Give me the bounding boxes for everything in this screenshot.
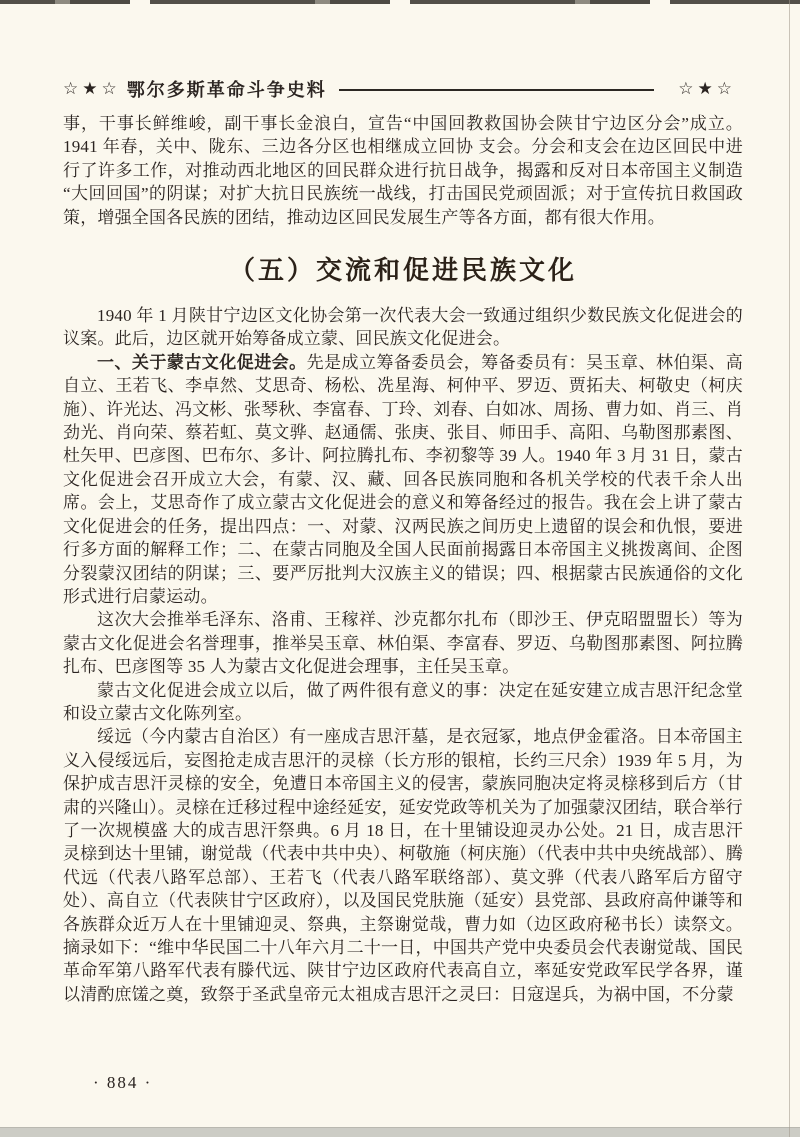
scan-crease-right	[789, 0, 790, 1137]
page-body	[63, 112, 743, 1006]
scan-edge-top	[0, 0, 800, 4]
page-footer	[93, 1073, 152, 1093]
paragraph-bold-lead: 一、关于蒙古文化促进会。	[97, 352, 307, 372]
paragraph-1940-congress: 1940 年 1 月陕甘宁边区文化协会第一次代表大会一致通过组织少数民族文化促进会的议案。此后，边区就开始筹备成立蒙、回民族文化促进会。	[63, 306, 743, 349]
paragraph-genghis-khan-coffin: 绥远（今内蒙古自治区）有一座成吉思汗墓，是衣冠冢，地点伊金霍洛。日本帝国主义入侵绥远后，妄图抢走成吉思汗的灵榇（长方形的银棺，长约三尺余）1939 年 5 月，为保护成吉思汗灵榇的安全，免遭日本帝国主义的侵害，蒙族同胞决定将灵榇移到后方（甘肃的兴隆山）。灵榇在迁移过程中途经延安，延安党政等机关为了加强蒙汉团结，联合举行了一次规模盛 大的成吉思汗祭典。6 月 18 日，在十里铺设迎灵办公处。21 日，成吉思汗灵榇到达十里铺，谢觉哉（代表中共中央）、柯敬施（柯庆施）（代表中共中央统战部）、腾代远（代表八路军总部）、王若飞（代表八路军联络部）、莫文骅（代表八路军后方留守处）、高自立（代表陕甘宁区政府），以及国民党肤施（延安）县党部、县政府高仲谦等和各族群众近万人在十里铺迎灵、祭典，主祭谢觉哉，曹力如（边区政府秘书长）读祭文。摘录如下：“维中华民国二十八年六月二十一日，中国共产党中央委员会代表谢觉哉、国民革命军第八路军代表有滕代远、陕甘宁边区政府代表高自立，率延安党政军民学各界，谨以清酌庶馐之奠，致祭于圣武皇帝元太祖成吉思汗之灵曰：日寇逞兵，为祸中国，不分蒙	[63, 727, 743, 1004]
paragraph-honorary-directors: 这次大会推举毛泽东、洛甫、王稼祥、沙克都尔扎布（即沙王、伊克昭盟盟长）等为蒙古文化促进会名誉理事，推举吴玉章、林伯渠、李富春、罗迈、乌勒图那素图、阿拉腾扎布、巴彦图等 35 人为蒙古文化促进会理事，主任吴玉章。	[63, 610, 743, 677]
paragraph-mongol-culture-committee	[63, 351, 743, 608]
paragraph-two-meaningful-things: 蒙古文化促进会成立以后，做了两件很有意义的事：决定在延安建立成吉思汗纪念堂和设立蒙古文化陈列室。	[63, 680, 743, 723]
running-header	[63, 76, 736, 102]
paragraph-hui-association-continuation: 事，干事长鲜维峻，副干事长金浪白，宣告“中国回教救国协会陕甘宁边区分会”成立。1941 年春，关中、陇东、三边各分区也相继成立回协 支会。分会和支会在边区回民中进行了许多工作，对推动西北地区的回民群众进行抗日战争，揭露和反对日本帝国主义制造“大回回国”的阴谋；对扩大抗日民族统一战线，打击国民党顽固派；对于宣传抗日救国政策，增强全国各民族的团结，推动边区回民发展生产等各方面，都有很大作用。	[63, 114, 743, 227]
header-rule	[339, 89, 655, 91]
scan-edge-bottom	[0, 1127, 800, 1137]
header-stars-right-icon: ☆★☆	[678, 79, 736, 99]
header-book-title: 鄂尔多斯革命斗争史料	[126, 80, 327, 100]
header-stars-left-icon: ☆★☆	[63, 79, 121, 99]
section-heading: （五）交流和促进民族文化	[228, 256, 577, 286]
page-number: · 884 ·	[93, 1073, 153, 1092]
paragraph-body-text: 先是成立筹备委员会，筹备委员有：吴玉章、林伯渠、高自立、王若飞、李卓然、艾思奇、杨松、冼星海、柯仲平、罗迈、贾拓夫、柯敬史（柯庆施）、许光达、冯文彬、张琴秋、李富春、丁玲、刘春、白如冰、周扬、曹力如、肖三、肖劲光、肖向荣、蔡若虹、莫文骅、赵通儒、张庚、张目、师田手、高阳、乌勒图那素图、杜矢甲、巴彦图、巴布尔、多计、阿拉腾扎布、李初黎等 39 人。1940 年 3 月 31 日，蒙古文化促进会召开成立大会，有蒙、汉、藏、回各民族同胞和各机关学校的代表千余人出席。会上，艾思奇作了成立蒙古文化促进会的意义和筹备经过的报告。我在会上讲了蒙古文化促进会的任务，提出四点：一、对蒙、汉两民族之间历史上遗留的误会和仇恨，要进行多方面的解释工作；二、在蒙古同胞及全国人民面前揭露日本帝国主义挑拨离间、企图分裂蒙汉团结的阴谋；三、要严厉批判大汉族主义的错误；四、根据蒙古民族通俗的文化形式进行启蒙运动。	[63, 352, 744, 606]
